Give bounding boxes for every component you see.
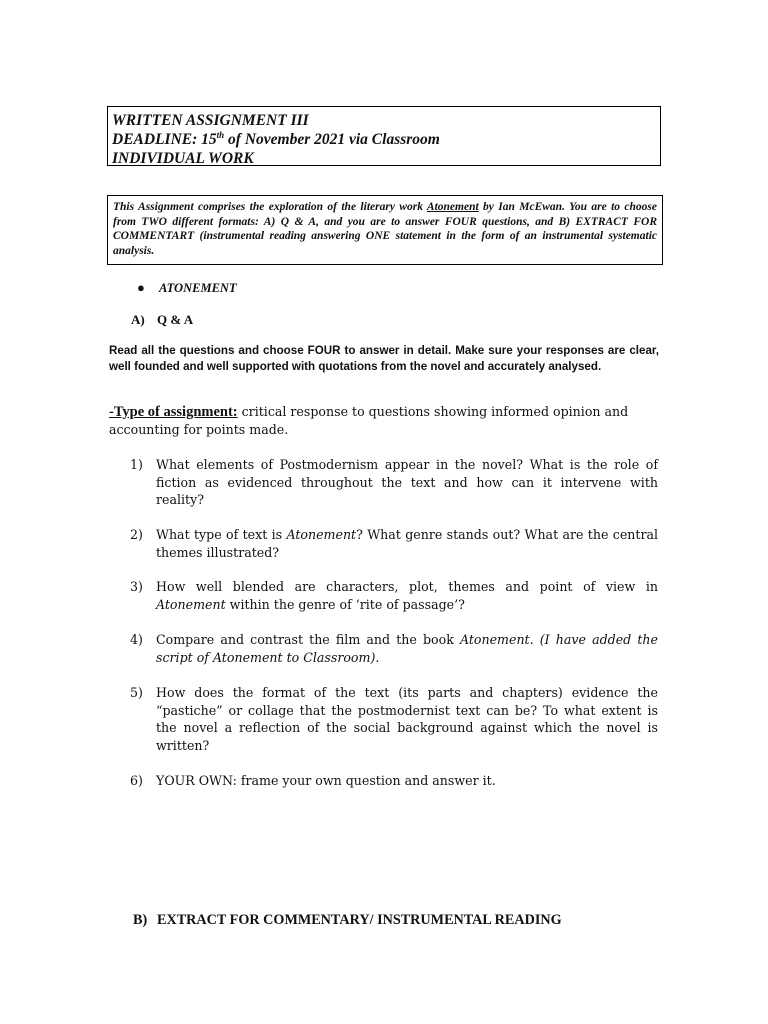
instructions-paragraph: Read all the questions and choose FOUR to answer in detail. Make sure your responses are clear, well founded and well supported with quotations from the novel and accurately analysed.	[109, 344, 659, 373]
assignment-header-box	[107, 106, 661, 166]
assignment-title: WRITTEN ASSIGNMENT III	[112, 112, 309, 129]
question-item: 4) Compare and contrast the film and the book Atonement. (I have added the script of Atonement to Classroom).	[130, 632, 658, 665]
assignment-type-paragraph: -Type of assignment: critical response to questions showing informed opinion and accounting for points made.	[109, 404, 629, 437]
section-a-heading: A) Q & A	[131, 312, 194, 327]
assignment-type-label: -Type of assignment:	[109, 404, 238, 420]
intro-box: This Assignment comprises the exploration of the literary work Atonement by Ian McEwan. You are to choose from TWO different formats: A) Q & A, and you are to answer FOUR questions, and B) EXTRACT FOR COMMENTART (instrumental reading answering ONE statement in the form of an instrumental systematic analysis.	[107, 195, 663, 265]
section-b-heading: B) EXTRACT FOR COMMENTARY/ INSTRUMENTAL READING	[133, 912, 562, 928]
question-item: 2) What type of text is Atonement? What genre stands out? What are the central themes illustrated?	[130, 527, 659, 560]
bullet-icon: ●	[137, 280, 145, 295]
question-item: 6) YOUR OWN: frame your own question and answer it.	[130, 773, 496, 788]
novel-title: Atonement	[426, 201, 479, 213]
question-item: 1) What elements of Postmodernism appear in the novel? What is the role of fiction as evidenced throughout the text and how can it intervene with reality?	[130, 457, 658, 508]
novel-bullet	[137, 280, 237, 296]
bullet-text: ATONEMENT	[159, 281, 237, 295]
work-type: INDIVIDUAL WORK	[112, 150, 254, 167]
question-item: 5) How does the format of the text (its parts and chapters) evidence the “pastiche” or collage that the postmodernist text can be? To what extent is the novel a reflection of the social background against which the novel is written?	[130, 685, 658, 753]
question-item: 3) How well blended are characters, plot, themes and point of view in Atonement within the genre of ‘rite of passage’?	[130, 579, 658, 612]
deadline-line: DEADLINE: 15th of November 2021 via Classroom	[112, 129, 440, 148]
